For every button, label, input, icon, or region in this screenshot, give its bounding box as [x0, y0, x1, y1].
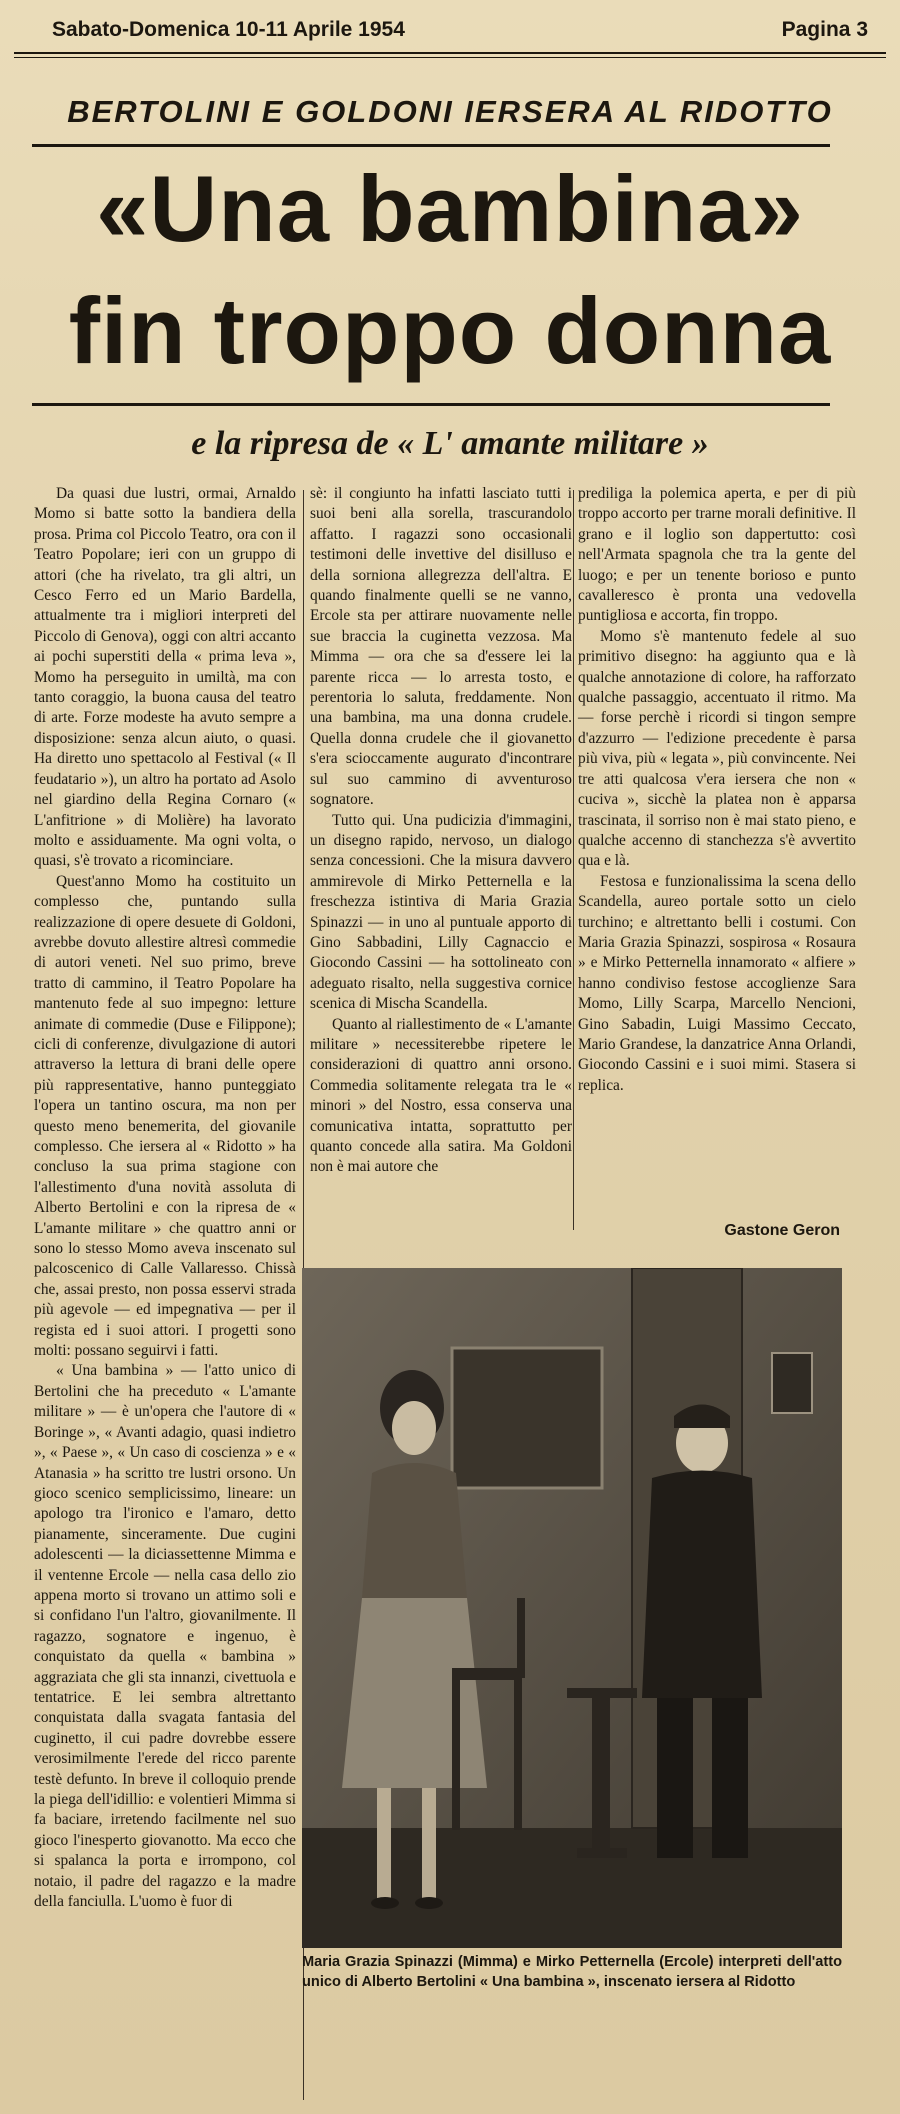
- issue-date: Sabato-Domenica 10-11 Aprile 1954: [52, 18, 405, 41]
- paragraph: prediliga la polemica aperta, e per di più troppo accorto per trarne morali definitive. Il grano e il loglio son dappertutto: così nell'Armata spagnola che tra la gente del luogo; e per un tenente borioso e punto cavalleresco è pronta una vedovella puntigliosa e accorta, fin troppo.: [578, 485, 856, 625]
- paragraph: Festosa e funzionalissima la scena dello Scandella, aureo portale sotto un cielo turchino; e altrettanto belli i costumi. Con Maria Grazia Spinazzi, sospirosa « Rosaura » e Mirko Petternella innamorato « alfiere » hanno condiviso festose accoglienze Sara Momo, Lilly Scarpa, Marcello Nencioni, Gino Sabadin, Luigi Massimo Ceccato, Mario Grandese, la danzatrice Anna Orlandi, Giocondo Cassini e i suoi mimi. Stasera si replica.: [578, 872, 856, 1094]
- headline-line-1: «Una bambina»: [96, 156, 804, 261]
- paragraph: Tutto qui. Una pudicizia d'immagini, un disegno rapido, nervoso, un dialogo senza concessioni. Che la misura davvero ammirevole di Mirko Petternella e la freschezza istintiva di Maria Grazia Spinazzi — in uno al puntuale apporto di Gino Sabbadini, Lilly Cagnaccio e Giocondo Cassini — ha sottolineato con adeguato risalto, nella suggestiva cornice scenica di Mischa Scandella.: [310, 811, 572, 1013]
- paragraph: sè: il congiunto ha infatti lasciato tutti i suoi beni alla sorella, trascurandolo affatto. I ragazzi sono occasionali testimoni delle invettive del disilluso e della sorniona allegrezza dell'altra. E quando finalmente quelli se ne vanno, Ercole sta per attirare nuovamente nelle sue braccia la cuginetta vezzosa. Ma Mimma — ora che sa d'essere lei la parente ricca — lo arresta tosto, e perentoria lo saluta, freddamente. Non una bambina, ma una donna crudele. Quella donna crudele che il giovanetto s'era scioccamente augurato d'incontrare sul suo cammino di avventuroso sognatore.: [310, 485, 572, 809]
- paragraph: Quanto al riallestimento de « L'amante militare » necessiterebbe ripetere le considerazioni di quattro anni orsono. Commedia solitamente relegata tra le « minori » del Nostro, essa conserva una comunicativa intatta, soprattutto per quanto concede alla satira. Ma Goldoni non è mai autore che: [310, 1015, 572, 1176]
- byline-signature: Gastone Geron: [724, 1222, 840, 1239]
- article-subhead: e la ripresa de « L' amante militare »: [191, 425, 709, 462]
- photo-caption: Maria Grazia Spinazzi (Mimma) e Mirko Petternella (Ercole) interpreti dell'atto unico di Alberto Bertolini « Una bambina », inscenato iersera al Ridotto: [302, 1954, 842, 1990]
- paragraph: « Una bambina » — l'atto unico di Bertolini che ha preceduto « L'amante militare » — è un'opera che l'autore di « Boringe », « Avanti adagio, quasi indietro », « Paese », « Un caso di coscienza » e « Atanasia » ha scritto tre lustri orsono. Un gioco scenico semplicissimo, lineare: un apologo tra l'ironico e l'amaro, detto pianamente, sinceramente. Due cugini adolescenti — la diciassettenne Mimma e il ventenne Ercole — nella casa dello zio appena morto si trovano un attimo soli e si confidano l'un l'altro, giovanilmente. Il ragazzo, sognatore e ingenuo, è conquistato da quella « bambina » aggraziata che gli sta innanzi, civettuola e tentatrice. E lei sembra altrettanto conquistata dalla svagata fantasia del cuginetto, il cui padre dovrebbe essere verosimilmente l'erede del ricco parente testè defunto. In breve il colloquio prende la piega dell'idillio: e volentieri Mimma si fa baciare, irretendo facilmente nel suo gioco l'inesperto giovanotto. Ma ecco che si spalanca la porta e irrompono, col notaio, il padre del ragazzo e la madre della fanciulla. L'uomo è fuor di: [34, 1362, 296, 1911]
- article-column-3: [578, 484, 856, 1096]
- paragraph: Momo s'è mantenuto fedele al suo primitivo disegno: ha aggiunto qua e là qualche annotazione di colore, ha rafforzato qualche passaggio, accentuato il ritmo. Ma — forse perchè i ricordi si tingon sempre d'azzurro — l'edizione precedente è parsa più viva, più « legata », più convincente. Nei tre atti qualcosa v'era iersera che non « cuciva », sicchè la platea non è apparsa trascinata, il sorriso non è mai stato pieno, e qualche accenno di stanchezza s'è avvertito qua e là.: [578, 627, 856, 870]
- article-column-2: [310, 484, 572, 1178]
- header-rule: [14, 52, 886, 54]
- page-number: Pagina 3: [781, 18, 868, 41]
- headline-line-2: fin troppo donna: [68, 278, 832, 383]
- headline-rule: [32, 403, 830, 406]
- photo-illustration: [302, 1268, 842, 1948]
- dateline: [0, 10, 900, 50]
- paragraph: Quest'anno Momo ha costituito un complesso che, puntando sulla realizzazione di opere desuete di Goldoni, avrebbe dovuto allestire altresì commedie di autori veneti. Nel suo primo, breve tratto di cammino, il Teatro Popolare ha mantenuto fede al suo impegno: letture animate di commedie (Duse e Filippone); cicli di conferenze, divulgazione di autori attraverso la lettura di brani delle opere più rappresentative, hanno punteggiato l'opera un tantino oscura, ma non per questo meno benemerita, del giovanile complesso. Che iersera al « Ridotto » ha concluso la sua prima stagione con l'allestimento d'una novità assoluta di Alberto Bertolini e con la ripresa de « L'amante militare » che quattro anni or sono lo stesso Momo aveva inscenato sul palcoscenico di Calle Vallaresso. Chissà che, assai presto, non possa esservi strada più agevole — ed impegnativa — per il regista ed i suoi attori. I progetti sono molti: possano seguirvi i fatti.: [34, 872, 296, 1360]
- article-column-1: [34, 484, 296, 1912]
- scene-photograph: [302, 1268, 842, 1948]
- header-rule-thin: [14, 57, 886, 58]
- kicker-rule: [32, 144, 830, 147]
- paragraph: Da quasi due lustri, ormai, Arnaldo Momo si batte sotto la bandiera della prosa. Prima col Piccolo Teatro, ora con il Teatro Popolare; ieri con un gruppo di attori (che ha rivelato, tra gli altri, un Cesco Ferro ed un Mario Bardella, attualmente tra i migliori interpreti del Piccolo di Genova), oggi con altri accanto ai pochi superstiti della « prima leva », Momo ha perseguito in umiltà, ma con tanto coraggio, la buona causa del teatro di arte. Forze modeste ha avuto sempre a disposizione: senza alcun aiuto, o quasi. Ha diretto uno spettacolo al Festival (« Il feudatario »), un altro ha portato ad Asolo nel giardino della Regina Cornaro (« L'anfitrione » di Molière) ha lavorato molto e assiduamente. Ma ogni volta, o quasi, s'è trovato a ricominciare.: [34, 485, 296, 870]
- column-divider: [573, 490, 574, 1230]
- article-kicker: BERTOLINI E GOLDONI IERSERA AL RIDOTTO: [67, 94, 833, 129]
